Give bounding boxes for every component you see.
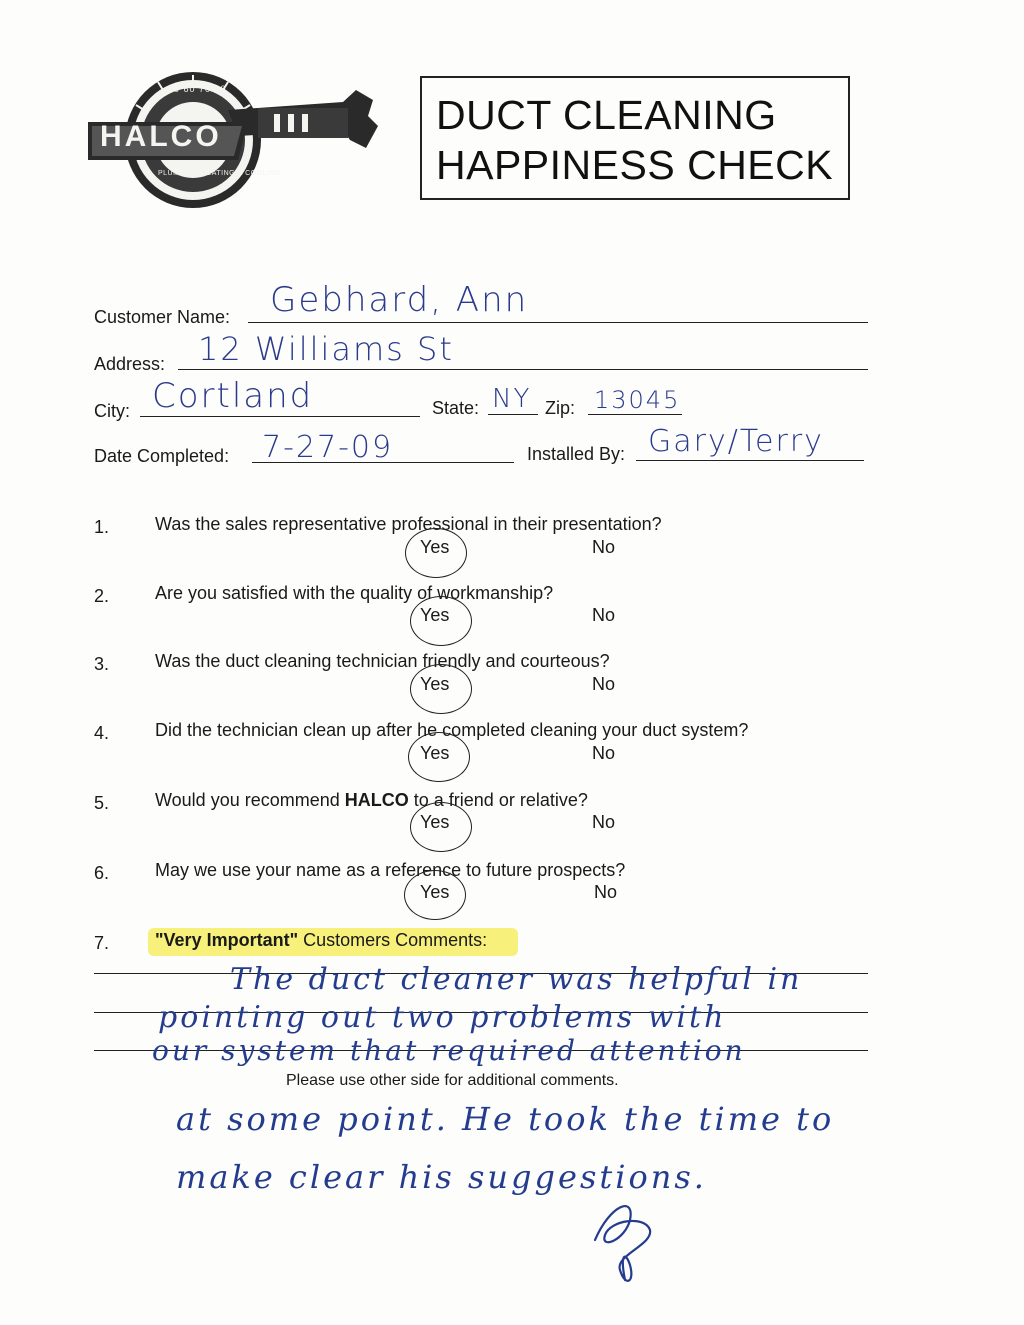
signature-scribble <box>575 1195 665 1290</box>
question-text: Are you satisfied with the quality of workmanship? <box>155 583 554 603</box>
customer-name-value[interactable]: Gebhard, Ann <box>270 280 529 320</box>
question-text: Was the duct cleaning technician friendly and courteous? <box>155 651 610 671</box>
question-text: May we use your name as a reference to future prospects? <box>155 860 626 880</box>
logo-ring-text: PLUMBING HEATING & COOLING <box>158 170 281 177</box>
customer-name-line <box>248 322 868 323</box>
question-text: Did the technician clean up after he completed cleaning your duct system? <box>155 720 749 740</box>
state-label: State: <box>432 398 480 418</box>
no-option[interactable]: No <box>592 537 616 557</box>
installed-by-value[interactable]: Gary/Terry <box>648 424 824 459</box>
state-line <box>488 414 538 415</box>
yes-option[interactable]: Yes <box>420 743 450 763</box>
title-box <box>420 76 850 200</box>
question-number: 3. <box>94 654 110 674</box>
no-option[interactable]: No <box>592 605 616 625</box>
zip-line <box>588 414 682 415</box>
installed-by-line <box>636 460 864 461</box>
customer-name-label: Customer Name: <box>94 307 231 327</box>
state-value[interactable]: NY <box>492 384 532 414</box>
title-line-2: HAPPINESS CHECK <box>436 142 834 188</box>
halco-bold-text: HALCO <box>344 790 409 810</box>
question-number: 4. <box>94 723 110 743</box>
installed-by-label: Installed By: <box>527 444 626 464</box>
no-option[interactable]: No <box>594 882 618 902</box>
yes-option[interactable]: Yes <box>420 882 450 902</box>
comment-handwriting-line[interactable]: The duct cleaner was helpful in <box>230 962 803 997</box>
no-option[interactable]: No <box>592 743 616 763</box>
city-line <box>140 416 420 417</box>
address-line <box>178 369 868 370</box>
question-text-after: to a friend or relative? <box>408 790 588 810</box>
yes-option[interactable]: Yes <box>420 812 450 832</box>
additional-comments-note: Please use other side for additional comments. <box>286 1072 619 1089</box>
question-number: 2. <box>94 586 110 606</box>
comments-label <box>155 930 487 951</box>
city-label: City: <box>94 401 130 421</box>
city-value[interactable]: Cortland <box>152 376 314 416</box>
date-completed-value[interactable]: 7-27-09 <box>262 430 394 465</box>
address-value[interactable]: 12 Williams St <box>198 330 454 368</box>
zip-label: Zip: <box>545 398 576 418</box>
title-line-1: DUCT CLEANING <box>436 92 777 138</box>
yes-option[interactable]: Yes <box>420 537 450 557</box>
no-option[interactable]: No <box>592 674 616 694</box>
date-completed-label: Date Completed: <box>94 446 230 466</box>
comment-handwriting-line[interactable]: make clear his suggestions. <box>176 1158 707 1196</box>
no-option[interactable]: No <box>592 812 616 832</box>
question-text <box>155 790 588 811</box>
logo-brand-text: HALCO <box>100 120 222 153</box>
question-text-before: Would you recommend <box>155 790 345 810</box>
question-number: 7. <box>94 933 110 953</box>
halco-logo <box>88 70 388 210</box>
customers-comments-label: Customers Comments: <box>298 930 488 950</box>
zip-value[interactable]: 13045 <box>594 386 681 414</box>
question-number: 5. <box>94 793 110 813</box>
yes-option[interactable]: Yes <box>420 605 450 625</box>
question-number: 1. <box>94 517 110 537</box>
very-important-label: "Very Important" <box>155 930 299 950</box>
address-label: Address: <box>94 354 166 374</box>
question-text: Was the sales representative professional in their presentation? <box>155 514 662 534</box>
logo-gauge-numbers: 50 60 70 80 <box>168 84 227 94</box>
comment-handwriting-line[interactable]: at some point. He took the time to <box>176 1100 835 1138</box>
comment-handwriting-line[interactable]: pointing out two problems with <box>158 1000 727 1035</box>
comment-handwriting-line[interactable]: our system that required attention <box>152 1034 746 1067</box>
question-number: 6. <box>94 863 110 883</box>
yes-option[interactable]: Yes <box>420 674 450 694</box>
